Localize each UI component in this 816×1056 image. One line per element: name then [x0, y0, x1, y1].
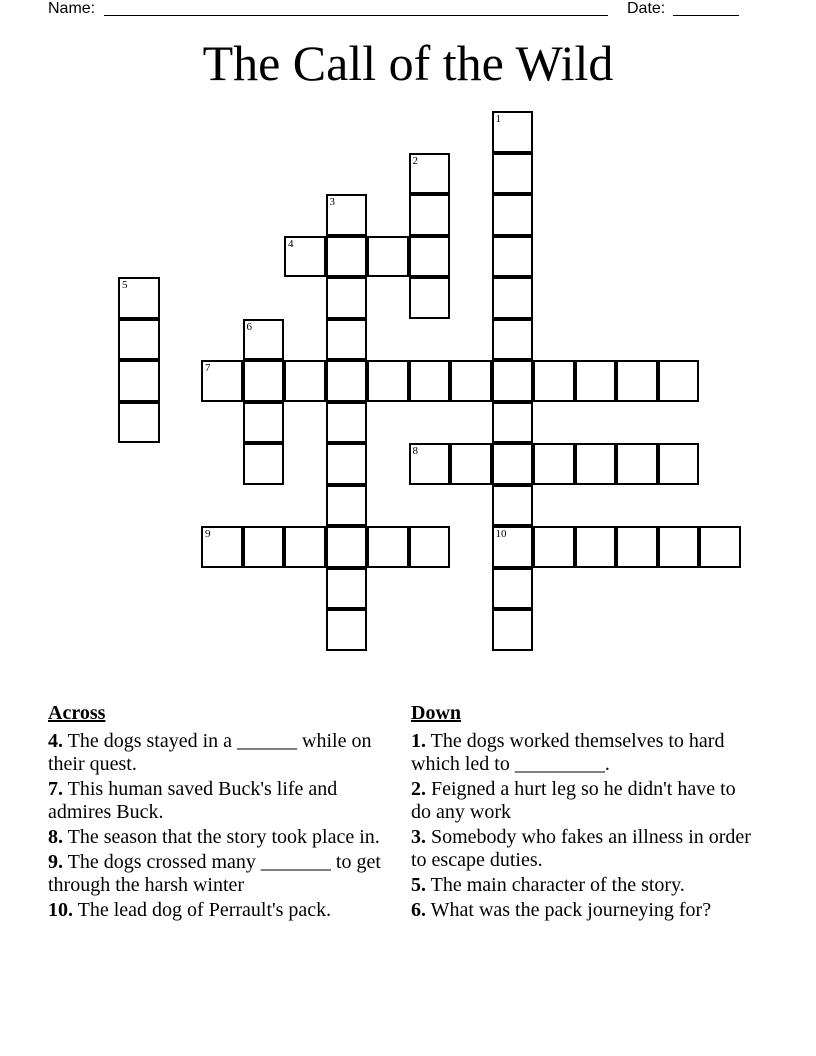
- date-label: Date:: [627, 0, 666, 17]
- cell-number: 5: [122, 279, 128, 291]
- clue-number: 5.: [411, 874, 426, 896]
- crossword-cell[interactable]: [326, 485, 368, 527]
- crossword-cell[interactable]: [243, 402, 285, 444]
- clue-text: The dogs worked themselves to hard which led to _________.: [411, 730, 725, 775]
- clue-down-1: [411, 730, 751, 776]
- page-title: The Call of the Wild: [202, 35, 614, 91]
- clue-text: What was the pack journeying for?: [430, 899, 712, 921]
- crossword-cell[interactable]: [409, 443, 451, 485]
- crossword-cell[interactable]: [658, 526, 700, 568]
- crossword-cell[interactable]: [326, 360, 368, 402]
- crossword-cell[interactable]: [367, 236, 409, 278]
- crossword-cell[interactable]: [409, 153, 451, 195]
- crossword-cell[interactable]: [658, 360, 700, 402]
- crossword-cell[interactable]: [492, 360, 534, 402]
- clue-across-8: [48, 826, 388, 849]
- clue-down-2: [411, 778, 751, 824]
- crossword-cell[interactable]: [533, 360, 575, 402]
- crossword-cell[interactable]: [658, 443, 700, 485]
- down-heading: Down: [411, 702, 462, 724]
- crossword-cell[interactable]: [533, 526, 575, 568]
- clue-text: The lead dog of Perrault's pack.: [77, 899, 332, 921]
- crossword-cell[interactable]: [243, 526, 285, 568]
- crossword-cell[interactable]: [492, 111, 534, 153]
- clue-text: Somebody who fakes an illness in order to escape duties.: [411, 826, 751, 871]
- crossword-cell[interactable]: [533, 443, 575, 485]
- crossword-cell[interactable]: [409, 277, 451, 319]
- crossword-cell[interactable]: [201, 360, 243, 402]
- cell-number: 4: [288, 237, 294, 250]
- crossword-cell[interactable]: [492, 485, 534, 527]
- crossword-cell[interactable]: [243, 360, 285, 402]
- crossword-cell[interactable]: [284, 526, 326, 568]
- crossword-cell[interactable]: [492, 236, 534, 278]
- clue-text: The main character of the story.: [430, 874, 685, 896]
- crossword-cell[interactable]: [326, 443, 368, 485]
- crossword-cell[interactable]: [284, 360, 326, 402]
- clue-number: 9.: [48, 851, 63, 873]
- clue-text: This human saved Buck's life and admires Buck.: [48, 778, 338, 823]
- crossword-cell[interactable]: [326, 568, 368, 610]
- crossword-cell[interactable]: [409, 194, 451, 236]
- clue-number: 10.: [48, 899, 73, 921]
- clue-number: 1.: [411, 730, 426, 752]
- crossword-cell[interactable]: [699, 526, 741, 568]
- clue-number: 7.: [48, 778, 63, 800]
- cell-number: 2: [412, 154, 418, 167]
- clue-text: The dogs stayed in a ______ while on their quest.: [48, 730, 372, 775]
- clue-down-5: [411, 874, 751, 897]
- crossword-cell[interactable]: [575, 526, 617, 568]
- crossword-cell[interactable]: [492, 277, 534, 319]
- crossword-cell[interactable]: [243, 443, 285, 485]
- crossword-cell[interactable]: [450, 443, 492, 485]
- crossword-cell[interactable]: [118, 402, 160, 444]
- crossword-cell[interactable]: [575, 360, 617, 402]
- cell-number: 10: [495, 528, 507, 540]
- crossword-cell[interactable]: [492, 319, 534, 361]
- crossword-cell[interactable]: [118, 360, 160, 402]
- crossword-cell[interactable]: [450, 360, 492, 402]
- crossword-cell[interactable]: [201, 526, 243, 568]
- crossword-cell[interactable]: [409, 236, 451, 278]
- clue-number: 8.: [48, 826, 63, 848]
- name-label: Name:: [48, 0, 96, 17]
- clue-across-4: [48, 730, 388, 776]
- crossword-cell[interactable]: [492, 443, 534, 485]
- clue-number: 6.: [411, 899, 426, 921]
- crossword-cell[interactable]: [492, 194, 534, 236]
- crossword-cell[interactable]: [326, 236, 368, 278]
- cell-number: 6: [246, 320, 252, 333]
- across-clues: [48, 702, 388, 924]
- clue-down-3: [411, 826, 751, 872]
- clue-number: 3.: [411, 826, 426, 848]
- crossword-cell[interactable]: [492, 402, 534, 444]
- clue-number: 2.: [411, 778, 426, 800]
- crossword-cell[interactable]: [243, 319, 285, 361]
- clue-across-7: [48, 778, 388, 824]
- clue-across-9: [48, 851, 388, 897]
- clue-across-10: [48, 899, 388, 922]
- across-heading: Across: [48, 702, 106, 724]
- down-clues: [411, 702, 751, 924]
- crossword-cell[interactable]: [409, 526, 451, 568]
- crossword-cell[interactable]: [492, 526, 534, 568]
- cell-number: 8: [412, 445, 418, 457]
- crossword-cell[interactable]: [326, 402, 368, 444]
- clue-down-6: [411, 899, 751, 922]
- crossword-cell[interactable]: [575, 443, 617, 485]
- crossword-cell[interactable]: [118, 319, 160, 361]
- crossword-cell[interactable]: [409, 360, 451, 402]
- crossword-cell[interactable]: [326, 277, 368, 319]
- crossword-cell[interactable]: [326, 194, 368, 236]
- clue-text: The dogs crossed many _______ to get through the harsh winter: [48, 851, 381, 896]
- clue-number: 4.: [48, 730, 63, 752]
- cell-number: 7: [205, 362, 211, 374]
- crossword-cell[interactable]: [492, 568, 534, 610]
- crossword-cell[interactable]: [284, 236, 326, 278]
- crossword-cell[interactable]: [326, 526, 368, 568]
- crossword-cell[interactable]: [118, 277, 160, 319]
- crossword-cell[interactable]: [492, 609, 534, 651]
- cell-number: 3: [329, 196, 335, 208]
- crossword-cell[interactable]: [367, 360, 409, 402]
- crossword-cell[interactable]: [326, 319, 368, 361]
- clue-text: The season that the story took place in.: [67, 826, 380, 848]
- crossword-cell[interactable]: [326, 609, 368, 651]
- crossword-cell[interactable]: [616, 360, 658, 402]
- cell-number: 9: [205, 528, 211, 540]
- crossword-cell[interactable]: [492, 153, 534, 195]
- crossword-cell[interactable]: [616, 443, 658, 485]
- cell-number: 1: [495, 113, 501, 125]
- clue-text: Feigned a hurt leg so he didn't have to do any work: [411, 778, 736, 823]
- crossword-cell[interactable]: [616, 526, 658, 568]
- crossword-cell[interactable]: [367, 526, 409, 568]
